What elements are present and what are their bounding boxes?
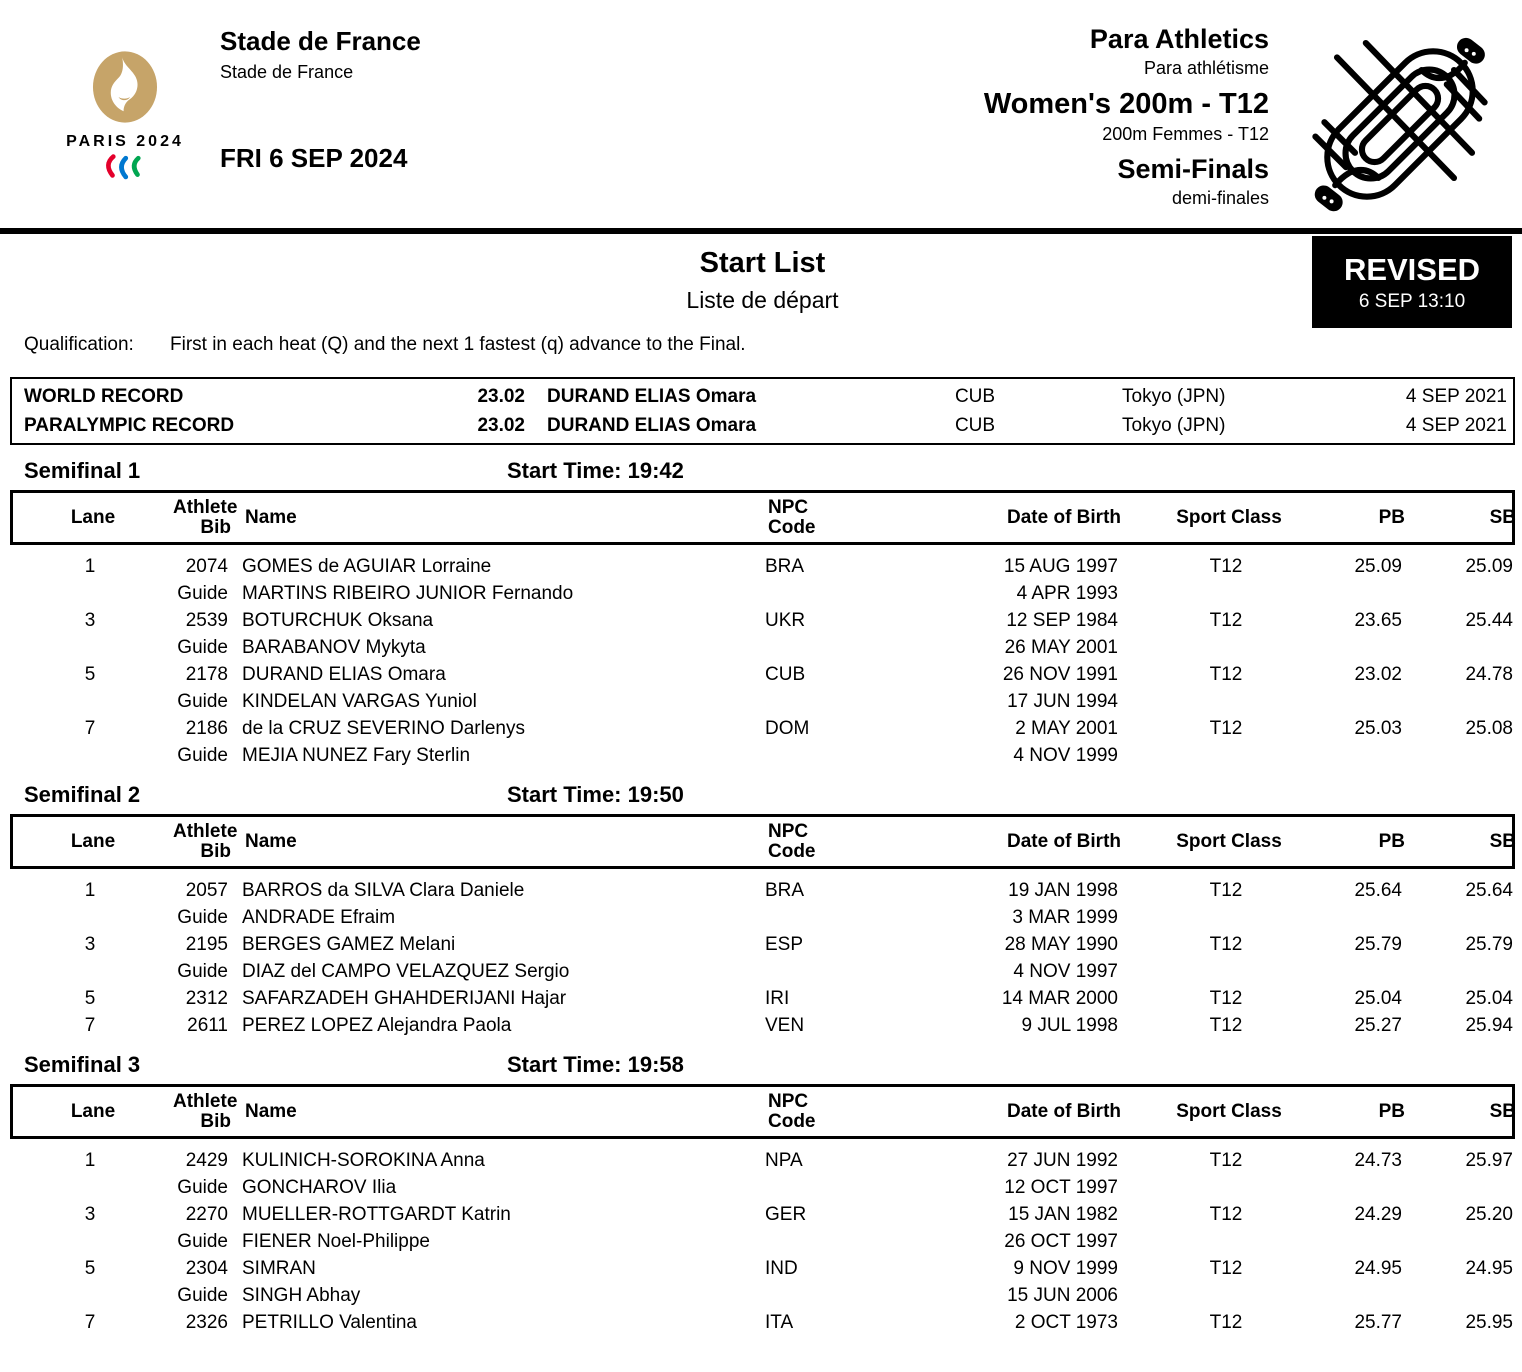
qualification-label: Qualification:: [24, 334, 134, 355]
record-athlete: DURAND ELIAS Omara: [547, 385, 757, 407]
sb-cell: 25.95: [1465, 1312, 1513, 1333]
heat-section-1: [10, 458, 1515, 769]
athlete-row: [10, 1255, 1515, 1282]
athlete-row: [10, 715, 1515, 742]
npc-cell: [740, 904, 950, 931]
class-cell: [1118, 958, 1300, 985]
sb-cell: [1402, 634, 1515, 661]
lane-cell: [10, 742, 170, 769]
class-cell: T12: [1209, 718, 1243, 739]
npc-cell: [740, 634, 950, 661]
heat-section-3: [10, 1052, 1515, 1336]
lane-cell: [10, 580, 170, 607]
sb-cell: [1402, 580, 1515, 607]
col-header-sport-class: Sport Class: [1176, 1100, 1282, 1122]
npc-cell: UKR: [765, 610, 806, 631]
heat-start-time: Start Time: 19:42: [507, 458, 684, 483]
col-header-pb: PB: [1378, 830, 1405, 852]
npc-cell: VEN: [765, 1015, 805, 1036]
col-header-npc-code: [743, 822, 953, 862]
class-cell: T12: [1209, 664, 1243, 685]
pb-cell: 24.29: [1354, 1204, 1402, 1225]
athlete-row: [10, 1309, 1515, 1336]
record-mark: 23.02: [477, 385, 525, 407]
document-title-fr: Liste de départ: [686, 287, 839, 313]
sb-cell: 25.64: [1465, 880, 1513, 901]
pb-cell: 25.79: [1354, 934, 1402, 955]
class-cell: T12: [1209, 556, 1243, 577]
bib-cell: 2270: [185, 1204, 228, 1225]
dob-cell: 26 NOV 1991: [1002, 664, 1118, 685]
lane-cell: 7: [84, 1015, 96, 1036]
guide-label-cell: Guide: [177, 583, 228, 604]
guide-dob-cell: 3 MAR 1999: [1012, 907, 1118, 928]
name-cell: MUELLER-ROTTGARDT Katrin: [242, 1204, 511, 1225]
pb-cell: 23.02: [1354, 664, 1402, 685]
heat-heading: [10, 1052, 1515, 1082]
lane-cell: [10, 1282, 170, 1309]
heat-rows: [10, 545, 1515, 769]
pb-cell: [1300, 580, 1402, 607]
guide-name-cell: MARTINS RIBEIRO JUNIOR Fernando: [242, 583, 574, 604]
guide-name-cell: DIAZ del CAMPO VELAZQUEZ Sergio: [242, 961, 570, 982]
guide-dob-cell: 12 OCT 1997: [1004, 1177, 1118, 1198]
npc-cell: DOM: [765, 718, 810, 739]
guide-label-cell: Guide: [177, 961, 228, 982]
bib-cell: 2326: [185, 1312, 228, 1333]
pb-cell: [1300, 634, 1402, 661]
sb-cell: [1402, 958, 1515, 985]
heat-section-2: [10, 782, 1515, 1039]
npc-cell: [740, 580, 950, 607]
guide-label-cell: Guide: [177, 1285, 228, 1306]
athlete-row: [10, 1201, 1515, 1228]
class-cell: T12: [1209, 1204, 1243, 1225]
pb-cell: [1300, 688, 1402, 715]
guide-name-cell: FIENER Noel-Philippe: [242, 1231, 430, 1252]
dob-cell: 19 JAN 1998: [1008, 880, 1118, 901]
bib-cell: 2312: [185, 988, 228, 1009]
class-cell: [1118, 904, 1300, 931]
pb-cell: 25.64: [1354, 880, 1402, 901]
name-cell: SIMRAN: [242, 1258, 316, 1279]
class-cell: [1118, 742, 1300, 769]
venue-block: [220, 26, 421, 174]
col-header-npc-code-line1: NPC: [768, 1090, 809, 1112]
npc-cell: [740, 1228, 950, 1255]
name-cell: SAFARZADEH GHAHDERIJANI Hajar: [242, 988, 567, 1009]
record-date: 4 SEP 2021: [1405, 385, 1507, 407]
sb-cell: [1402, 904, 1515, 931]
guide-label-cell: Guide: [177, 745, 228, 766]
name-cell: de la CRUZ SEVERINO Darlenys: [242, 718, 525, 739]
paris-2024-logo: [50, 50, 200, 186]
guide-label-cell: Guide: [177, 637, 228, 658]
class-cell: T12: [1209, 1258, 1243, 1279]
pb-cell: [1300, 904, 1402, 931]
sb-cell: 25.20: [1465, 1204, 1513, 1225]
dob-cell: 9 JUL 1998: [1021, 1015, 1118, 1036]
heat-column-header-row: [10, 490, 1515, 545]
lane-cell: 3: [84, 610, 96, 631]
records-box: [10, 377, 1515, 445]
class-cell: [1118, 580, 1300, 607]
guide-label-cell: Guide: [177, 691, 228, 712]
bib-cell: 2539: [185, 610, 228, 631]
athletics-track-icon: [1310, 30, 1490, 218]
heat-column-header-row: [10, 814, 1515, 869]
npc-cell: [740, 958, 950, 985]
heat-title: Semifinal 1: [24, 458, 141, 483]
pb-cell: 23.65: [1354, 610, 1402, 631]
col-header-athlete-bib-line2: Bib: [200, 1110, 231, 1132]
bib-cell: 2429: [185, 1150, 228, 1171]
col-header-dob: Date of Birth: [1007, 506, 1121, 528]
sb-cell: [1402, 1282, 1515, 1309]
guide-label-cell: Guide: [177, 1231, 228, 1252]
sb-cell: [1402, 1174, 1515, 1201]
pb-cell: [1300, 742, 1402, 769]
heat-start-time: Start Time: 19:50: [507, 782, 684, 807]
col-header-name: Name: [245, 830, 297, 852]
lane-cell: 7: [84, 1312, 96, 1333]
npc-cell: [740, 1174, 950, 1201]
event-name: Women's 200m - T12: [983, 88, 1269, 120]
guide-name-cell: MEJIA NUNEZ Fary Sterlin: [242, 745, 471, 766]
guide-row: [10, 958, 1515, 985]
paralympic-agitos-icon: [100, 151, 150, 181]
dob-cell: 15 JAN 1982: [1008, 1204, 1118, 1225]
pb-cell: 24.95: [1354, 1258, 1402, 1279]
col-header-dob: Date of Birth: [1007, 1100, 1121, 1122]
class-cell: [1118, 1174, 1300, 1201]
heat-title: Semifinal 3: [24, 1052, 141, 1077]
sb-cell: 25.44: [1465, 610, 1513, 631]
heats: [10, 458, 1515, 1336]
dob-cell: 27 JUN 1992: [1007, 1150, 1118, 1171]
npc-cell: ESP: [765, 934, 804, 955]
class-cell: T12: [1209, 1015, 1243, 1036]
page-header: [10, 0, 1515, 228]
revised-timestamp: 6 SEP 13:10: [1358, 290, 1466, 312]
guide-dob-cell: 17 JUN 1994: [1007, 691, 1118, 712]
guide-name-cell: ANDRADE Efraim: [242, 907, 396, 928]
guide-label-cell: Guide: [177, 907, 228, 928]
guide-row: [10, 688, 1515, 715]
guide-name-cell: BARABANOV Mykyta: [242, 637, 426, 658]
lane-cell: [10, 958, 170, 985]
col-header-name: Name: [245, 1100, 297, 1122]
col-header-npc-code-line1: NPC: [768, 496, 809, 518]
record-mark: 23.02: [477, 414, 525, 436]
npc-cell: ITA: [765, 1312, 794, 1333]
name-cell: BARROS da SILVA Clara Daniele: [242, 880, 525, 901]
col-header-npc-code-line2: Code: [768, 516, 816, 538]
lane-cell: [10, 1228, 170, 1255]
heat-column-header-row: [10, 1084, 1515, 1139]
dob-cell: 15 AUG 1997: [1003, 556, 1118, 577]
bib-cell: 2074: [185, 556, 228, 577]
athlete-row: [10, 661, 1515, 688]
class-cell: T12: [1209, 988, 1243, 1009]
bib-cell: 2304: [185, 1258, 228, 1279]
lane-cell: 5: [84, 1258, 96, 1279]
venue-name-fr: Stade de France: [220, 62, 354, 82]
class-cell: T12: [1209, 1150, 1243, 1171]
record-venue: Tokyo (JPN): [1122, 414, 1226, 436]
sb-cell: 25.79: [1465, 934, 1513, 955]
dob-cell: 28 MAY 1990: [1004, 934, 1118, 955]
pb-cell: 25.04: [1354, 988, 1402, 1009]
guide-row: [10, 1174, 1515, 1201]
world-record-row: [12, 382, 1513, 411]
athlete-row: [10, 553, 1515, 580]
heat-rows: [10, 1139, 1515, 1336]
discipline-fr: Para athlétisme: [1143, 58, 1269, 78]
pb-cell: 25.77: [1354, 1312, 1402, 1333]
col-header-npc-code: [743, 498, 953, 538]
lane-cell: 1: [84, 1150, 96, 1171]
pb-cell: 25.03: [1354, 718, 1402, 739]
class-cell: [1118, 1282, 1300, 1309]
bib-cell: 2611: [187, 1015, 228, 1036]
npc-cell: IRI: [765, 988, 790, 1009]
col-header-athlete-bib-line1: Athlete: [173, 496, 238, 518]
heat-rows: [10, 869, 1515, 1039]
lane-cell: [10, 904, 170, 931]
guide-dob-cell: 26 MAY 2001: [1004, 637, 1118, 658]
name-cell: BOTURCHUK Oksana: [242, 610, 434, 631]
col-header-dob: Date of Birth: [1007, 830, 1121, 852]
guide-row: [10, 634, 1515, 661]
dob-cell: 9 NOV 1999: [1013, 1258, 1118, 1279]
sb-cell: 25.04: [1465, 988, 1513, 1009]
lane-cell: 5: [84, 988, 96, 1009]
col-header-npc-code-line1: NPC: [768, 820, 809, 842]
name-cell: KULINICH-SOROKINA Anna: [242, 1150, 485, 1171]
lane-cell: [10, 1174, 170, 1201]
pb-cell: [1300, 1282, 1402, 1309]
bib-cell: 2178: [185, 664, 228, 685]
sb-cell: 25.97: [1465, 1150, 1513, 1171]
paris-2024-wordmark: PARIS 2024: [66, 133, 184, 150]
col-header-pb: PB: [1378, 506, 1405, 528]
guide-row: [10, 904, 1515, 931]
lane-cell: 3: [84, 1204, 96, 1225]
guide-row: [10, 742, 1515, 769]
revised-label: REVISED: [1343, 251, 1481, 287]
session-date: FRI 6 SEP 2024: [220, 143, 408, 173]
npc-cell: BRA: [765, 880, 805, 901]
class-cell: T12: [1209, 880, 1243, 901]
heat-heading: [10, 782, 1515, 812]
title-section: [10, 234, 1515, 334]
sb-cell: 24.78: [1465, 664, 1513, 685]
guide-row: [10, 580, 1515, 607]
venue-name: Stade de France: [220, 26, 421, 56]
revised-badge: [1312, 236, 1512, 328]
pb-cell: 25.27: [1354, 1015, 1402, 1036]
col-header-lane: Lane: [70, 506, 116, 528]
class-cell: [1118, 634, 1300, 661]
col-header-sb: SB: [1489, 506, 1516, 528]
name-cell: BERGES GAMEZ Melani: [242, 934, 456, 955]
heat-heading: [10, 458, 1515, 488]
guide-row: [10, 1282, 1515, 1309]
lane-cell: [10, 634, 170, 661]
lane-cell: 5: [84, 664, 96, 685]
npc-cell: [740, 688, 950, 715]
pb-cell: 25.09: [1354, 556, 1402, 577]
sb-cell: [1402, 688, 1515, 715]
guide-dob-cell: 15 JUN 2006: [1007, 1285, 1118, 1306]
dob-cell: 14 MAR 2000: [1001, 988, 1118, 1009]
pb-cell: [1300, 1228, 1402, 1255]
class-cell: [1118, 1228, 1300, 1255]
lane-cell: 7: [84, 718, 96, 739]
col-header-athlete-bib: [173, 496, 238, 538]
col-header-athlete-bib-line2: Bib: [200, 516, 231, 538]
col-header-npc-code-line2: Code: [768, 840, 816, 862]
class-cell: T12: [1209, 1312, 1243, 1333]
record-npc: CUB: [954, 414, 996, 436]
guide-name-cell: KINDELAN VARGAS Yuniol: [242, 691, 477, 712]
guide-dob-cell: 4 NOV 1999: [1013, 745, 1118, 766]
lane-cell: [10, 688, 170, 715]
col-header-athlete-bib: [173, 1090, 238, 1132]
col-header-lane: Lane: [70, 1100, 116, 1122]
dob-cell: 12 SEP 1984: [1006, 610, 1118, 631]
col-header-sport-class: Sport Class: [1176, 506, 1282, 528]
class-cell: [1118, 688, 1300, 715]
guide-dob-cell: 4 NOV 1997: [1013, 961, 1118, 982]
guide-row: [10, 1228, 1515, 1255]
npc-cell: [740, 742, 950, 769]
sb-cell: 25.94: [1465, 1015, 1513, 1036]
event-name-fr: 200m Femmes - T12: [1102, 124, 1269, 144]
npc-cell: IND: [765, 1258, 798, 1279]
record-date: 4 SEP 2021: [1405, 414, 1507, 436]
bib-cell: 2057: [185, 880, 228, 901]
sb-cell: 25.09: [1465, 556, 1513, 577]
name-cell: PEREZ LOPEZ Alejandra Paola: [242, 1015, 512, 1036]
document-title: Start List: [699, 247, 826, 279]
col-header-athlete-bib: [173, 820, 238, 862]
phase-name: Semi-Finals: [1117, 154, 1269, 184]
name-cell: PETRILLO Valentina: [242, 1312, 417, 1333]
dob-cell: 2 MAY 2001: [1015, 718, 1118, 739]
heat-title: Semifinal 2: [24, 782, 141, 807]
col-header-name: Name: [245, 506, 297, 528]
record-venue: Tokyo (JPN): [1122, 385, 1226, 407]
npc-cell: [740, 1282, 950, 1309]
sb-cell: [1402, 1228, 1515, 1255]
col-header-lane: Lane: [70, 830, 116, 852]
bib-cell: 2186: [185, 718, 228, 739]
lane-cell: 1: [84, 880, 96, 901]
npc-cell: BRA: [765, 556, 805, 577]
lane-cell: 1: [84, 556, 96, 577]
col-header-athlete-bib-line1: Athlete: [173, 820, 238, 842]
guide-name-cell: GONCHAROV Ilia: [242, 1177, 397, 1198]
heat-start-time: Start Time: 19:58: [507, 1052, 684, 1077]
athlete-row: [10, 607, 1515, 634]
class-cell: T12: [1209, 610, 1243, 631]
col-header-sb: SB: [1489, 1100, 1516, 1122]
pb-cell: 24.73: [1354, 1150, 1402, 1171]
guide-dob-cell: 26 OCT 1997: [1004, 1231, 1118, 1252]
pb-cell: [1300, 958, 1402, 985]
guide-dob-cell: 4 APR 1993: [1016, 583, 1118, 604]
athlete-row: [10, 1012, 1515, 1039]
qualification-note: [10, 334, 1515, 356]
athlete-row: [10, 877, 1515, 904]
record-npc: CUB: [954, 385, 996, 407]
name-cell: DURAND ELIAS Omara: [242, 664, 446, 685]
col-header-sport-class: Sport Class: [1176, 830, 1282, 852]
phase-name-fr: demi-finales: [1171, 188, 1269, 208]
npc-cell: NPA: [765, 1150, 803, 1171]
name-cell: GOMES de AGUIAR Lorraine: [242, 556, 492, 577]
guide-name-cell: SINGH Abhay: [242, 1285, 361, 1306]
sb-cell: 25.08: [1465, 718, 1513, 739]
athlete-row: [10, 1147, 1515, 1174]
event-block: [984, 24, 1269, 218]
col-header-pb: PB: [1378, 1100, 1405, 1122]
col-header-npc-code-line2: Code: [768, 1110, 816, 1132]
dob-cell: 2 OCT 1973: [1014, 1312, 1118, 1333]
paralympic-record-row: [12, 411, 1513, 440]
col-header-athlete-bib-line2: Bib: [200, 840, 231, 862]
bib-cell: 2195: [185, 934, 228, 955]
pb-cell: [1300, 1174, 1402, 1201]
sb-cell: 24.95: [1465, 1258, 1513, 1279]
flame-emblem-icon: [89, 50, 161, 124]
record-label: PARALYMPIC RECORD: [24, 414, 235, 436]
athlete-row: [10, 985, 1515, 1012]
qualification-rule: First in each heat (Q) and the next 1 fastest (q) advance to the Final.: [170, 334, 746, 355]
record-athlete: DURAND ELIAS Omara: [547, 414, 757, 436]
col-header-npc-code: [743, 1092, 953, 1132]
lane-cell: 3: [84, 934, 96, 955]
discipline: Para Athletics: [1089, 24, 1269, 54]
col-header-sb: SB: [1489, 830, 1516, 852]
guide-label-cell: Guide: [177, 1177, 228, 1198]
record-label: WORLD RECORD: [24, 385, 184, 407]
npc-cell: GER: [765, 1204, 807, 1225]
sb-cell: [1402, 742, 1515, 769]
npc-cell: CUB: [765, 664, 806, 685]
class-cell: T12: [1209, 934, 1243, 955]
col-header-athlete-bib-line1: Athlete: [173, 1090, 238, 1112]
athlete-row: [10, 931, 1515, 958]
